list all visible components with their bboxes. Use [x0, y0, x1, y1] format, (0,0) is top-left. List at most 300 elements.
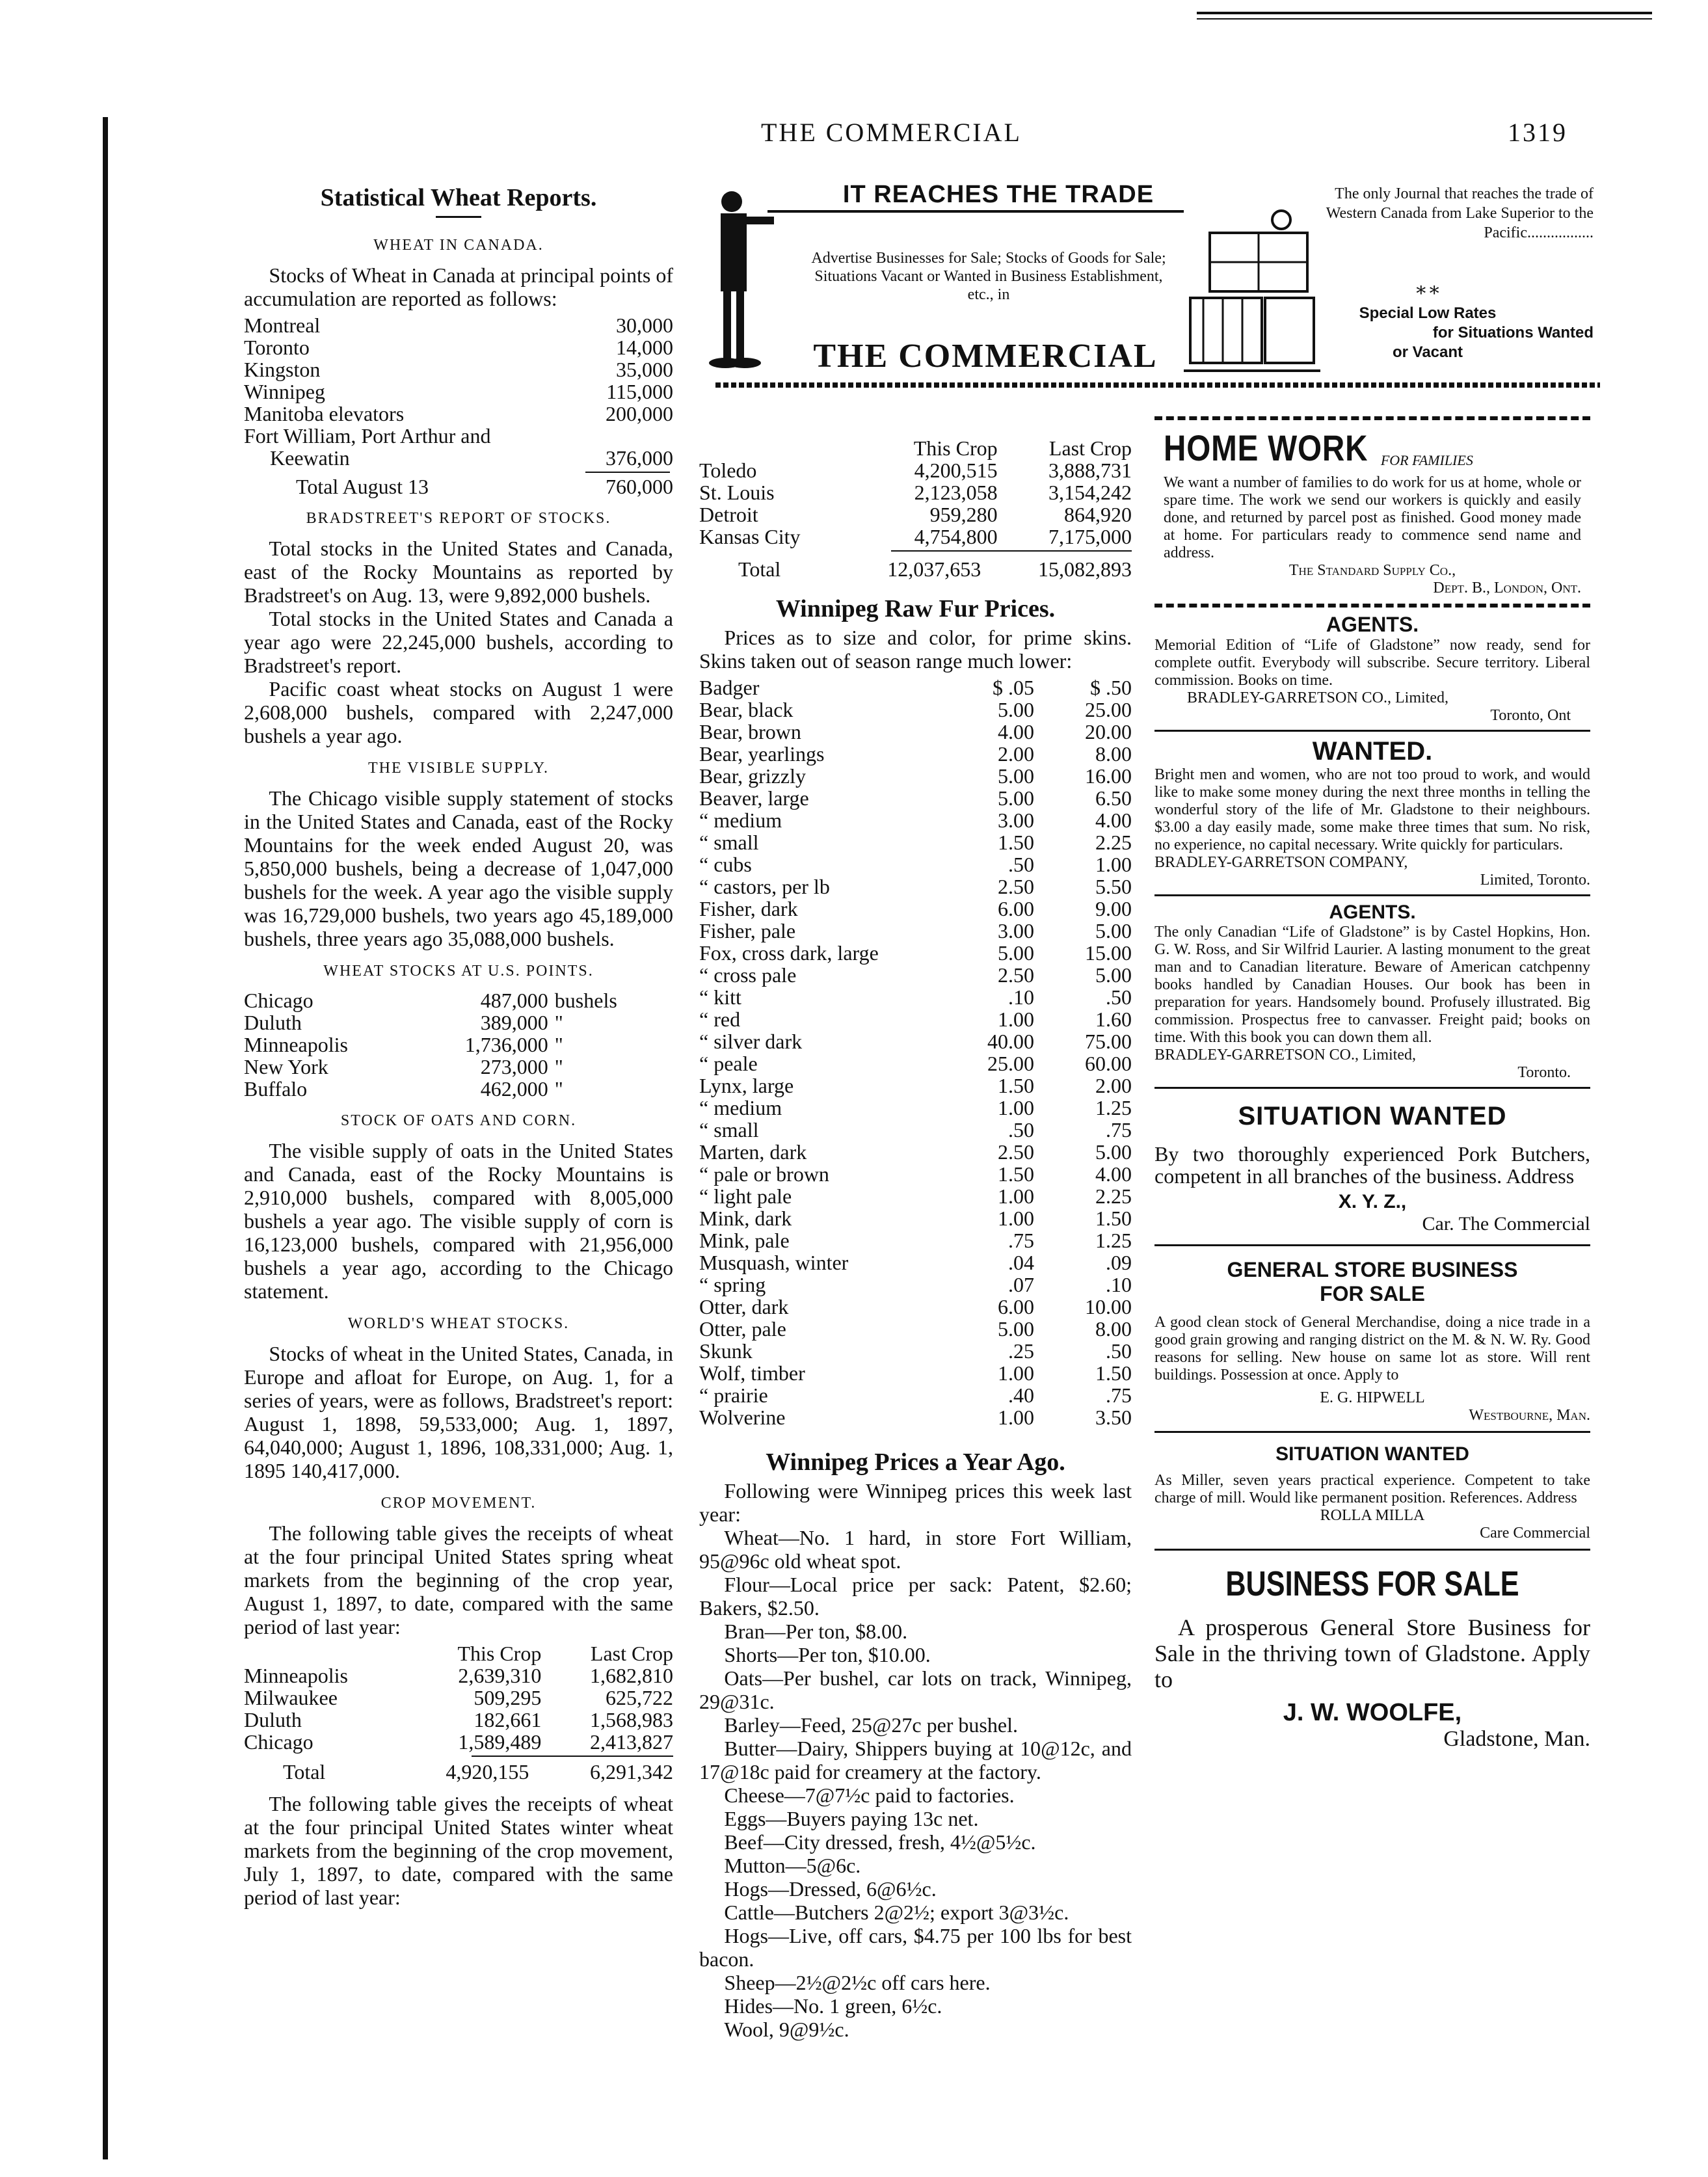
fur-high-price: 25.00 — [1085, 698, 1132, 721]
homework-title: HOME WORK — [1164, 427, 1368, 468]
canada-value: 200,000 — [606, 402, 673, 425]
winter-this: 4,754,800 — [914, 525, 998, 548]
fur-high-price: 1.00 — [1095, 853, 1132, 876]
situation-ad-2 — [1154, 1433, 1590, 1551]
fur-low-price: 3.00 — [998, 808, 1034, 832]
spring-last: 625,722 — [606, 1686, 673, 1709]
general-sig2: Westbourne, Man. — [1469, 1407, 1590, 1424]
fur-low-price: 5.00 — [998, 786, 1034, 810]
fur-name: “ prairie — [699, 1383, 768, 1407]
fur-name: “ light pale — [699, 1184, 792, 1208]
banner-stars: ∗∗ — [1414, 279, 1441, 301]
fur-row — [699, 1384, 1132, 1406]
fur-row — [699, 898, 1132, 920]
year-ago-item: Eggs—Buyers paying 13c net. — [724, 1807, 979, 1830]
fur-name: “ small — [699, 1118, 759, 1142]
fur-name: Mink, dark — [699, 1207, 792, 1230]
homework-sig1: The Standard Supply Co., — [1288, 562, 1456, 579]
fur-high-price: 8.00 — [1095, 1317, 1132, 1341]
homework-ad — [1154, 416, 1590, 608]
winter-total-a: 12,037,653 — [887, 557, 981, 581]
year-ago-item: Mutton—5@6c. — [724, 1854, 861, 1877]
winter-wheat-table — [699, 437, 1132, 548]
fur-name: Fox, cross dark, large — [699, 941, 879, 965]
winter-header-row — [699, 437, 1132, 459]
spring-h1: This Crop — [457, 1642, 542, 1665]
spring-header-row — [244, 1642, 673, 1664]
fur-name: “ cubs — [699, 853, 752, 876]
fur-price-table — [699, 676, 1132, 1428]
us-point-value: 487,000 — [480, 989, 548, 1012]
top-edge-rule-2 — [1197, 18, 1652, 20]
us-point-unit: " — [554, 1077, 563, 1101]
banner-body: Advertise Businesses for Sale; Stocks of Goods for Sale; Situations Vacant or Wanted in Business Establishment, etc., in — [811, 250, 1166, 303]
year-ago-item: Beef—City dressed, fresh, 4½@5½c. — [724, 1830, 1036, 1854]
fur-low-price: .04 — [1008, 1251, 1034, 1274]
year-ago-item: Butter—Dairy, Shippers buying at 10@12c, and 17@18c paid for creamery at the factory. — [699, 1737, 1132, 1783]
wanted-ad — [1154, 732, 1590, 896]
fur-heading: Winnipeg Raw Fur Prices. — [775, 595, 1056, 622]
business-sale-ad — [1154, 1551, 1590, 1752]
fur-name: Lynx, large — [699, 1074, 794, 1097]
us-point-unit: bushels — [554, 989, 617, 1012]
fur-row — [699, 1119, 1132, 1141]
fur-row — [699, 831, 1132, 853]
crop-p2: The following table gives the receipts of wheat at the four principal United States winter wheat markets from the beginning of the crop movement, July 1, 1897, to date, compared with the same period of last year: — [244, 1792, 673, 1909]
crop-p1: The following table gives the receipts of wheat at the four principal United States spring wheat markets from the beginning of the crop year, August 1, 1897, to date, compared with the same period of last year: — [244, 1521, 673, 1638]
year-ago-list — [699, 1526, 1132, 2041]
us-point-row — [244, 1011, 660, 1034]
fur-high-price: 75.00 — [1085, 1030, 1132, 1053]
canada-total-table — [244, 475, 673, 498]
fort-william-row — [244, 425, 673, 447]
us-point-row — [244, 989, 660, 1011]
year-ago-item: Wheat—No. 1 hard, in store Fort William, 95@96c old wheat spot. — [699, 1526, 1132, 1573]
fur-low-price: 4.00 — [998, 720, 1034, 743]
fur-name: Musquash, winter — [699, 1251, 849, 1274]
us-point-unit: " — [554, 1055, 563, 1078]
situation-1-title: SITUATION WANTED — [1238, 1102, 1507, 1130]
winter-place: Kansas City — [699, 525, 801, 548]
left-binding-rule — [103, 117, 108, 2159]
year-ago-item: Shorts—Per ton, $10.00. — [724, 1643, 931, 1666]
fur-high-price: 20.00 — [1085, 720, 1132, 743]
fur-row — [699, 1362, 1132, 1384]
winter-total-table — [699, 558, 1132, 580]
canada-row — [244, 381, 673, 403]
fur-low-price: 2.50 — [998, 963, 1034, 987]
winter-total-rule — [891, 550, 1132, 552]
fur-high-price: 5.00 — [1095, 919, 1132, 942]
canada-place: Montreal — [244, 314, 321, 337]
agents-ad-2 — [1154, 896, 1590, 1089]
agents-1-title: AGENTS. — [1326, 613, 1419, 636]
fur-high-price: 15.00 — [1085, 941, 1132, 965]
homework-title-small: FOR FAMILIES — [1380, 452, 1473, 468]
spring-place: Duluth — [244, 1708, 302, 1731]
winter-this: 2,123,058 — [914, 481, 998, 504]
winter-h1: This Crop — [913, 436, 998, 460]
fur-high-price: 8.00 — [1095, 742, 1132, 766]
winter-this: 959,280 — [929, 503, 998, 526]
winter-row — [699, 503, 1132, 526]
winter-last: 3,154,242 — [1048, 481, 1132, 504]
fur-row — [699, 1296, 1132, 1318]
fur-high-price: .50 — [1106, 985, 1132, 1009]
fur-name: “ spring — [699, 1273, 766, 1296]
fur-name: “ peale — [699, 1052, 758, 1075]
fur-name: Otter, pale — [699, 1317, 786, 1341]
spring-row — [244, 1687, 673, 1709]
us-point-row — [244, 1078, 660, 1100]
canada-row — [244, 314, 673, 336]
fur-high-price: 4.00 — [1095, 1162, 1132, 1186]
fur-name: “ red — [699, 1008, 741, 1031]
bradstreet-p3: Pacific coast wheat stocks on August 1 were 2,608,000 bushels, compared with 2,247,000 bushels a year ago. — [244, 677, 673, 747]
banner-dotted-rule — [715, 382, 1600, 388]
agents-2-sig1: BRADLEY-GARRETSON CO., Limited, — [1154, 1047, 1416, 1063]
us-point-place: Minneapolis — [244, 1033, 348, 1056]
us-point-place: Duluth — [244, 1011, 302, 1034]
banner-side-text: The only Journal that reaches the trade of Western Canada from Lake Superior to the Pacific................. — [1326, 185, 1594, 241]
canada-total-label: Total August 13 — [296, 475, 429, 498]
fur-name: Beaver, large — [699, 786, 809, 810]
total-rule — [585, 472, 670, 473]
visible-supply-title: THE VISIBLE SUPPLY. — [367, 760, 550, 777]
fur-high-price: .10 — [1106, 1273, 1132, 1296]
spring-this: 182,661 — [474, 1708, 542, 1731]
sign-board-rule — [767, 210, 1184, 213]
fur-high-price: 1.25 — [1095, 1229, 1132, 1252]
fur-low-price: 2.50 — [998, 875, 1034, 898]
winter-h2: Last Crop — [1048, 436, 1132, 460]
fur-low-price: .40 — [1008, 1383, 1034, 1407]
fur-low-price: .07 — [1008, 1273, 1034, 1296]
winter-last: 864,920 — [1064, 503, 1132, 526]
spring-total-row — [244, 1761, 673, 1783]
agents-1-sig1: BRADLEY-GARRETSON CO., Limited, — [1187, 689, 1448, 706]
fur-name: Fisher, pale — [699, 919, 796, 942]
general-sig1: E. G. HIPWELL — [1320, 1389, 1425, 1406]
fur-high-price: .50 — [1106, 1339, 1132, 1363]
winter-last: 3,888,731 — [1048, 459, 1132, 482]
situation-2-title: SITUATION WANTED — [1275, 1443, 1469, 1465]
spring-last: 1,568,983 — [590, 1708, 673, 1731]
canada-total-row — [244, 475, 673, 498]
situation-1-sig2: Car. The Commercial — [1422, 1213, 1590, 1235]
year-ago-item: Flour—Local price per sack: Patent, $2.60; Bakers, $2.50. — [699, 1573, 1132, 1620]
fur-name: Bear, brown — [699, 720, 801, 743]
commercial-banner-ad — [702, 181, 1600, 395]
fur-row — [699, 1251, 1132, 1274]
winter-row — [699, 526, 1132, 548]
canada-place: Winnipeg — [244, 380, 325, 403]
fur-high-price: 2.25 — [1095, 1184, 1132, 1208]
fur-low-price: 2.50 — [998, 1140, 1034, 1164]
agents-2-sig2: Toronto. — [1517, 1064, 1571, 1081]
top-edge-rule — [1197, 12, 1652, 14]
fur-high-price: 5.50 — [1095, 875, 1132, 898]
fur-row — [699, 1207, 1132, 1229]
visible-supply-p1: The Chicago visible supply statement of stocks in the United States and Canada, east of the Rocky Mountains for the week ended August 20, was 5,850,000 bushels, being a decrease of 1,047,000 bushels for the week. A year ago the visible supply was 16,729,000 bushels, two years ago 45,189,000 bushels, three years ago 35,088,000 bushels. — [244, 786, 673, 950]
fur-row — [699, 1318, 1132, 1340]
agents-1-body: Memorial Edition of “Life of Gladstone” now ready, send for complete outfit. Everybody will subscribe. Secure territory. Liberal commission. Books on time. — [1154, 637, 1590, 689]
us-points-title: WHEAT STOCKS AT U.S. POINTS. — [323, 963, 594, 980]
general-store-ad — [1154, 1246, 1590, 1433]
canada-value: 14,000 — [616, 336, 673, 359]
fur-row — [699, 1274, 1132, 1296]
fur-name: “ medium — [699, 808, 782, 832]
year-ago-item: Sheep—2½@2½c off cars here. — [724, 1971, 991, 1994]
fur-name: “ cross pale — [699, 963, 797, 987]
fur-low-price: 6.00 — [998, 897, 1034, 920]
fur-high-price: 1.50 — [1095, 1361, 1132, 1385]
fur-high-price: 5.00 — [1095, 1140, 1132, 1164]
spring-this: 2,639,310 — [458, 1664, 542, 1687]
fur-low-price: 1.50 — [998, 1074, 1034, 1097]
general-body: A good clean stock of General Merchandise, doing a nice trade in a good grain growing and ranging district on the M. & N. W. Ry. Good reasons for selling. New house on same lot as store. Will rent buildings. Possession at once. Apply to — [1154, 1314, 1590, 1383]
keewatin-value: 376,000 — [606, 446, 673, 470]
canada-place: Manitoba elevators — [244, 402, 405, 425]
canada-place: Kingston — [244, 358, 321, 381]
agents-ad-1 — [1154, 608, 1590, 732]
fur-row — [699, 875, 1132, 898]
banner-brand: THE COMMERCIAL — [813, 338, 1158, 375]
wheat-canada-title: WHEAT IN CANADA. — [373, 237, 544, 254]
fur-low-price: 5.00 — [998, 764, 1034, 788]
situation-1-body: By two thoroughly experienced Pork Butchers, competent in all branches of the business. Address — [1154, 1142, 1590, 1188]
fur-high-price: 5.00 — [1095, 963, 1132, 987]
canada-value: 35,000 — [616, 358, 673, 381]
spring-this: 1,589,489 — [458, 1730, 542, 1754]
fur-row — [699, 853, 1132, 875]
fur-row — [699, 1163, 1132, 1185]
year-ago-item: Oats—Per bushel, car lots on track, Winnipeg, 29@31c. — [699, 1666, 1132, 1713]
wanted-sig1: BRADLEY-GARRETSON COMPANY, — [1154, 854, 1408, 871]
fur-low-price: 1.00 — [998, 1406, 1034, 1429]
keewatin-row — [244, 447, 673, 469]
fur-low-price: .50 — [1008, 1118, 1034, 1142]
canada-row — [244, 336, 673, 358]
winter-total-label: Total — [738, 557, 781, 581]
year-ago-heading: Winnipeg Prices a Year Ago. — [766, 1449, 1065, 1476]
spring-total-table — [244, 1761, 673, 1783]
fur-low-price: 25.00 — [987, 1052, 1034, 1075]
wheat-canada-intro: Stocks of Wheat in Canada at principal points of accumulation are reported as follows: — [244, 263, 673, 310]
fur-low-price: 5.00 — [998, 1317, 1034, 1341]
spring-h2: Last Crop — [590, 1642, 673, 1665]
fur-low-price: 1.50 — [998, 831, 1034, 854]
spring-last: 2,413,827 — [590, 1730, 673, 1754]
spring-row — [244, 1664, 673, 1687]
oats-title: STOCK OF OATS AND CORN. — [340, 1112, 577, 1129]
keewatin-label: Keewatin — [270, 446, 350, 470]
general-title-1: GENERAL STORE BUSINESS — [1227, 1258, 1518, 1281]
spring-wheat-table — [244, 1642, 673, 1753]
fur-row — [699, 1229, 1132, 1251]
year-ago-item: Bran—Per ton, $8.00. — [724, 1620, 908, 1643]
us-point-value: 389,000 — [480, 1011, 548, 1034]
fur-low-price: 1.00 — [998, 1184, 1034, 1208]
business-title: BUSINESS FOR SALE — [1225, 1564, 1519, 1603]
us-point-place: Buffalo — [244, 1077, 308, 1101]
general-title-2: FOR SALE — [1320, 1282, 1425, 1305]
fur-row — [699, 964, 1132, 986]
winter-row — [699, 481, 1132, 503]
fur-row — [699, 765, 1132, 787]
world-title: WORLD'S WHEAT STOCKS. — [347, 1315, 570, 1332]
fur-high-price: $ .50 — [1090, 676, 1132, 699]
agents-2-body: The only Canadian “Life of Gladstone” is by Castel Hopkins, Hon. G. W. Ross, and Sir Wilfrid Laurier. A lasting monument to the great man and to Canadian literature. Beware of American catchpenny books handled by Canadian Houses. Our book has been in preparation for years. Handsomely bound. Profusely illustrated. Big commission. Prospectus free to canvasser. Freight paid; books on time. With this book you can down them all. — [1154, 924, 1590, 1046]
canada-value: 115,000 — [606, 380, 673, 403]
year-ago-item: Hogs—Live, off cars, $4.75 per 100 lbs for best bacon. — [699, 1924, 1132, 1971]
fur-low-price: 1.00 — [998, 1096, 1034, 1119]
us-point-place: Chicago — [244, 989, 314, 1012]
fur-high-price: 6.50 — [1095, 786, 1132, 810]
fort-william-label: Fort William, Port Arthur and — [244, 424, 491, 447]
spring-total-b: 6,291,342 — [590, 1760, 673, 1783]
fur-name: “ silver dark — [699, 1030, 803, 1053]
oats-p1: The visible supply of oats in the United States and Canada, east of the Rocky Mountains is 2,910,000 bushels, compared with 8,005,000 bushels a year ago. The visible supply of corn is 16,123,000 bushels, compared with 21,956,000 bushels a year ago, according to the Chicago statement. — [244, 1139, 673, 1303]
special-rates-3: or Vacant — [1392, 343, 1463, 361]
fur-low-price: 1.00 — [998, 1207, 1034, 1230]
canada-row — [244, 358, 673, 381]
spring-row — [244, 1731, 673, 1753]
fur-name: Bear, yearlings — [699, 742, 825, 766]
fur-name: Bear, black — [699, 698, 794, 721]
year-ago-item: Wool, 9@9½c. — [724, 2018, 849, 2041]
fur-low-price: 1.00 — [998, 1361, 1034, 1385]
fur-row — [699, 1097, 1132, 1119]
winter-this: 4,200,515 — [914, 459, 998, 482]
fur-intro: Prices as to size and color, for prime skins. Skins taken out of season range much lower: — [699, 626, 1132, 673]
fur-name: Wolverine — [699, 1406, 786, 1429]
year-ago-intro: Following were Winnipeg prices this week last year: — [699, 1479, 1132, 1526]
statistical-heading: Statistical Wheat Reports. — [320, 184, 597, 211]
fur-low-price: 40.00 — [987, 1030, 1034, 1053]
fur-low-price: 1.50 — [998, 1162, 1034, 1186]
situation-2-body: As Miller, seven years practical experience. Competent to take charge of mill. Would like permanent position. References. Address — [1154, 1472, 1590, 1506]
year-ago-item: Barley—Feed, 25@27c per bushel. — [724, 1713, 1018, 1737]
fur-row — [699, 1075, 1132, 1097]
us-point-unit: " — [554, 1033, 563, 1056]
fur-name: Badger — [699, 676, 760, 699]
fur-high-price: 1.60 — [1095, 1008, 1132, 1031]
fur-low-price: .75 — [1008, 1229, 1034, 1252]
fur-name: “ pale or brown — [699, 1162, 829, 1186]
fur-name: Skunk — [699, 1339, 753, 1363]
canada-value: 30,000 — [616, 314, 673, 337]
fur-row — [699, 743, 1132, 765]
wheat-canada-table — [244, 314, 673, 469]
fur-row — [699, 1406, 1132, 1428]
us-point-row — [244, 1056, 660, 1078]
fur-high-price: .75 — [1106, 1383, 1132, 1407]
winter-total-b: 15,082,893 — [1038, 557, 1132, 581]
spring-place: Milwaukee — [244, 1686, 338, 1709]
year-ago-item: Hogs—Dressed, 6@6½c. — [724, 1877, 937, 1901]
reaches-trade-headline: IT REACHES THE TRADE — [842, 181, 1154, 208]
winter-row — [699, 459, 1132, 481]
us-point-value: 1,736,000 — [464, 1033, 548, 1056]
fur-row — [699, 1185, 1132, 1207]
wanted-body: Bright men and women, who are not too proud to work, and would like to make some money during the next three months in telling the wonderful story of the life of Mr. Gladstone to their neighbours. $3.00 a day easily made, some make three times that sum. No risk, no experience, no capital necessary. Write quickly for particulars. — [1154, 766, 1590, 853]
fur-low-price: 6.00 — [998, 1295, 1034, 1318]
fur-high-price: 1.25 — [1095, 1096, 1132, 1119]
fur-low-price: .10 — [1008, 985, 1034, 1009]
fur-row — [699, 809, 1132, 831]
spring-place: Minneapolis — [244, 1664, 348, 1687]
wanted-title: WANTED. — [1312, 737, 1433, 766]
fur-name: Mink, pale — [699, 1229, 790, 1252]
fur-high-price: 60.00 — [1085, 1052, 1132, 1075]
homework-sig2: Dept. B., London, Ont. — [1433, 580, 1581, 596]
fur-high-price: 16.00 — [1085, 764, 1132, 788]
page-number: 1319 — [1508, 118, 1568, 147]
spring-row — [244, 1709, 673, 1731]
fur-low-price: 5.00 — [998, 941, 1034, 965]
special-rates-2: for Situations Wanted — [1432, 324, 1594, 341]
fur-high-price: 4.00 — [1095, 808, 1132, 832]
us-points-table — [244, 989, 660, 1100]
crop-title: CROP MOVEMENT. — [380, 1495, 537, 1512]
winter-place: Detroit — [699, 503, 758, 526]
year-ago-item: Hides—No. 1 green, 6½c. — [724, 1994, 942, 2018]
fur-high-price: 3.50 — [1095, 1406, 1132, 1429]
column-3 — [1154, 416, 1590, 1752]
business-body: A prosperous General Store Business for Sale in the thriving town of Gladstone. Apply to — [1154, 1614, 1590, 1692]
winter-total-row — [699, 558, 1132, 580]
column-1 — [244, 182, 673, 1909]
business-sig2: Gladstone, Man. — [1443, 1727, 1590, 1751]
canada-place: Toronto — [244, 336, 310, 359]
spring-place: Chicago — [244, 1730, 314, 1754]
page-title: THE COMMERCIAL — [761, 118, 1022, 147]
fur-name: Otter, dark — [699, 1295, 789, 1318]
canada-total-value: 760,000 — [606, 475, 673, 498]
situation-ad-1 — [1154, 1089, 1590, 1246]
fur-low-price: .50 — [1008, 853, 1034, 876]
fur-low-price: $ .05 — [993, 676, 1034, 699]
spring-last: 1,682,810 — [590, 1664, 673, 1687]
agents-2-title: AGENTS. — [1329, 902, 1416, 923]
fur-low-price: 1.00 — [998, 1008, 1034, 1031]
crates-illustration — [1184, 200, 1320, 376]
us-point-value: 273,000 — [480, 1055, 548, 1078]
fur-row — [699, 942, 1132, 964]
column-2 — [699, 437, 1132, 2041]
winter-place: Toledo — [699, 459, 757, 482]
spring-total-rule — [472, 1756, 673, 1757]
world-p1: Stocks of wheat in the United States, Canada, in Europe and afloat for Europe, on Aug. 1, for a series of years, were as follows, Bradstreet's report: August 1, 1898, 59,533,000; Aug. 1, 1897, 64,040,000; August 1, 1896, 108,331,000; Aug. 1, 1895 140,417,000. — [244, 1342, 673, 1482]
spring-this: 509,295 — [474, 1686, 542, 1709]
fur-low-price: 3.00 — [998, 919, 1034, 942]
fur-name: Fisher, dark — [699, 897, 798, 920]
homework-body: We want a number of families to do work for us at home, whole or spare time. The work we send our workers is quickly and easily done, and returned by parcel post as finished. Good money made at home. For particulars ready to commence send name and address. — [1164, 474, 1581, 561]
fur-high-price: 1.50 — [1095, 1207, 1132, 1230]
us-point-unit: " — [554, 1011, 563, 1034]
fur-high-price: 2.25 — [1095, 831, 1132, 854]
fur-row — [699, 721, 1132, 743]
fur-row — [699, 1340, 1132, 1362]
situation-1-sig1: X. Y. Z., — [1338, 1191, 1407, 1212]
fur-row — [699, 676, 1132, 699]
wanted-sig2: Limited, Toronto. — [1480, 872, 1590, 888]
fur-row — [699, 1052, 1132, 1075]
fur-low-price: 2.00 — [998, 742, 1034, 766]
fur-name: Marten, dark — [699, 1140, 807, 1164]
fur-high-price: 10.00 — [1085, 1295, 1132, 1318]
